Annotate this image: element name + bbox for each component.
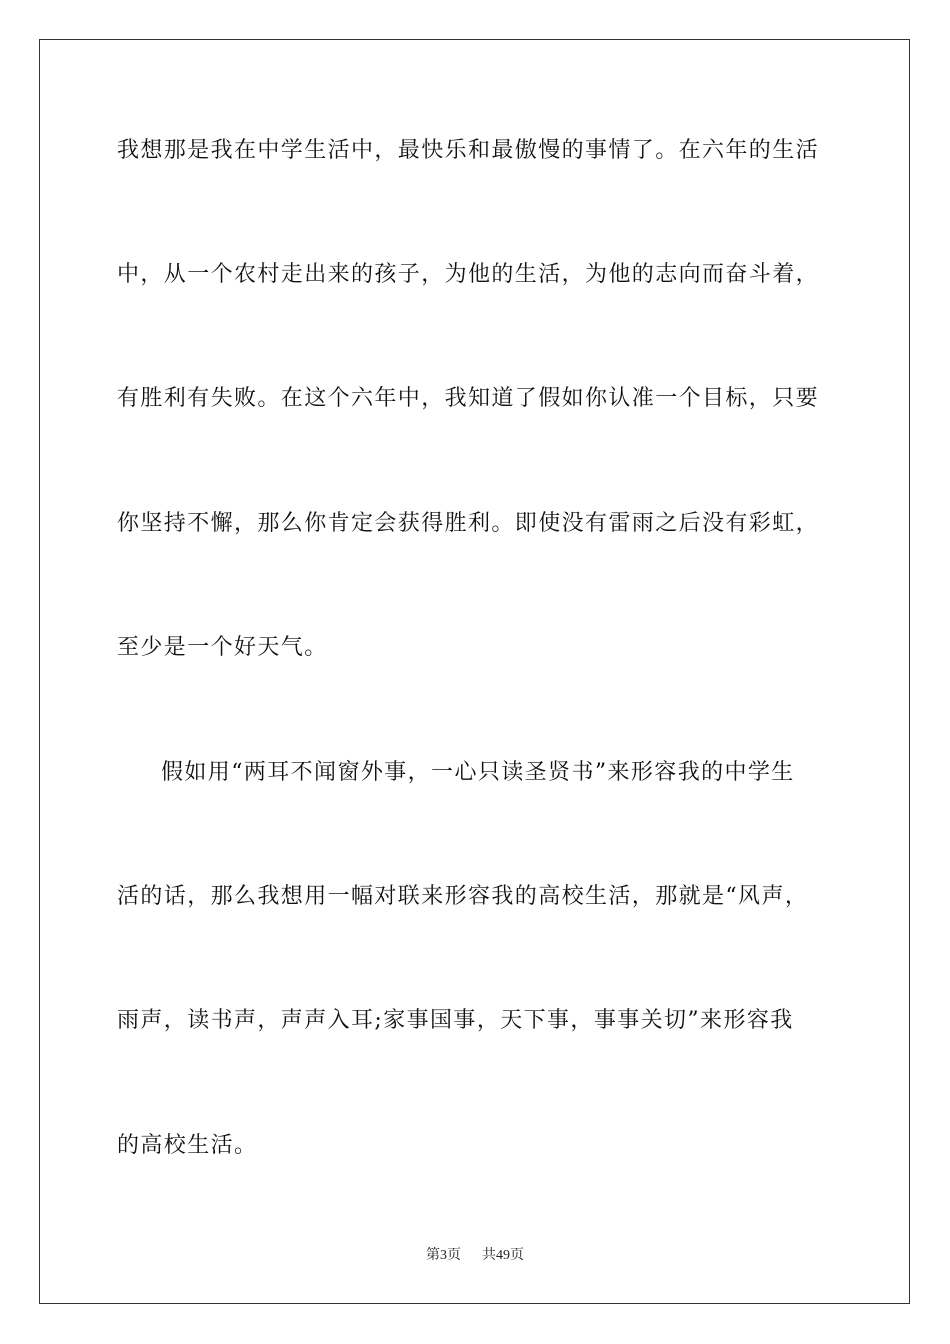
text-line-4: 你坚持不懈，那么你肯定会获得胜利。即使没有雷雨之后没有彩虹， [117,511,820,536]
text-line-1: 我想那是我在中学生活中，最快乐和最傲慢的事情了。在六年的生活 [117,138,820,163]
page-border [39,39,910,1304]
text-line-6: 假如用“两耳不闻窗外事，一心只读圣贤书”来形容我的中学生 [161,760,795,785]
text-line-9: 的高校生活。 [117,1133,258,1158]
page-footer [0,1247,950,1265]
page-number: 第3页 [426,1248,461,1263]
text-line-8: 雨声，读书声，声声入耳;家事国事，天下事，事事关切”来形容我 [117,1008,794,1033]
text-line-5: 至少是一个好天气。 [117,635,328,660]
text-line-7: 活的话，那么我想用一幅对联来形容我的高校生活，那就是“风声， [117,884,809,909]
text-line-3: 有胜利有失败。在这个六年中，我知道了假如你认准一个目标，只要 [117,386,820,411]
page-total: 共49页 [482,1248,524,1263]
text-line-2: 中，从一个农村走出来的孩子，为他的生活，为他的志向而奋斗着， [117,262,820,287]
